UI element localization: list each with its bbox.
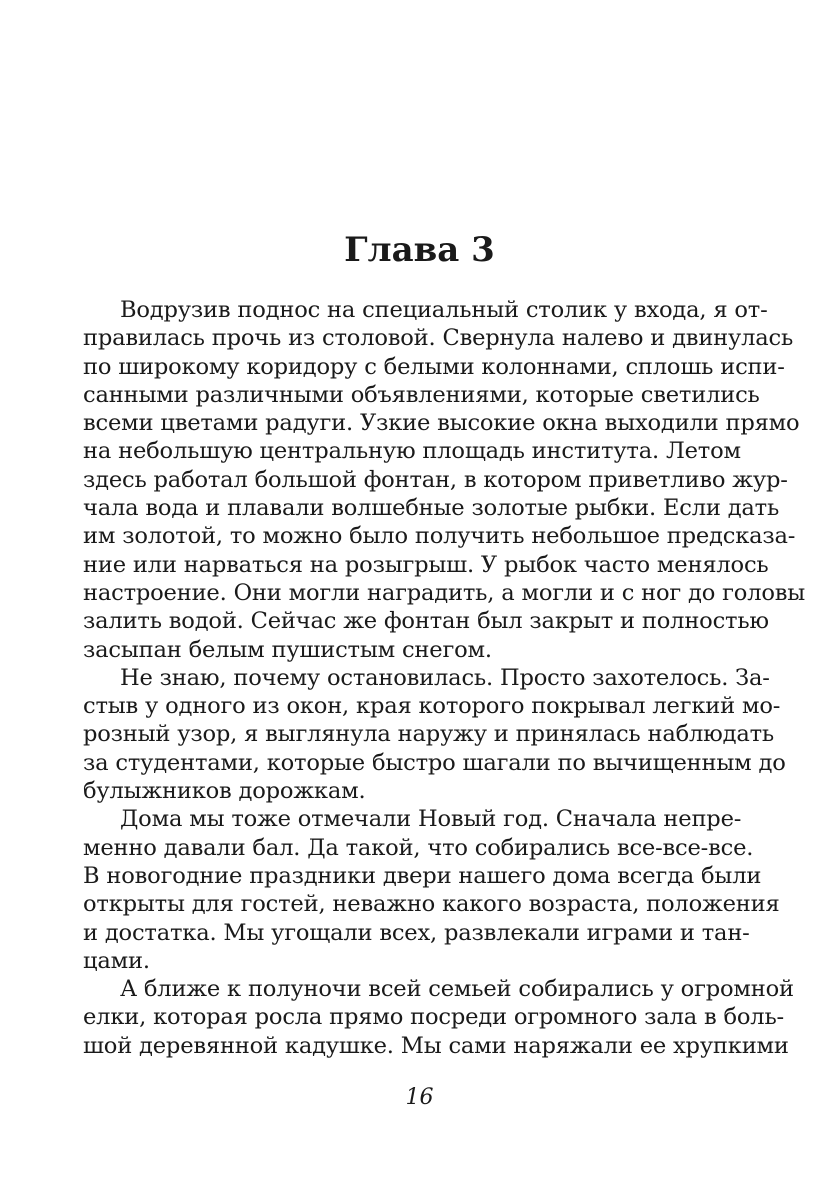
text-line: булыжников дорожкам. [83,778,366,805]
text-line: ние или нарваться на розыгрыш. У рыбок часто менялось [83,551,769,578]
text-line: А ближе к полуночи всей семьей собирались у огромной [120,976,794,1003]
text-line: настроение. Они могли наградить, а могли и с ног до головы [83,579,806,606]
text-line: Водрузив поднос на специальный столик у входа, я от- [120,297,768,323]
text-line: шой деревянной кадушке. Мы сами наряжали ее хрупкими [83,1032,789,1059]
text-line: правилась прочь из столовой. Свернула налево и двинулась [83,325,794,352]
text-line: по широкому коридору с белыми колоннами, сплошь испи- [83,353,785,380]
text-line: менно давали бал. Да такой, что собирались все-все-все. [83,834,754,861]
text-line: залить водой. Сейчас же фонтан был закрыт и полностью [83,608,769,635]
text-line: открыты для гостей, неважно какого возраста, положения [83,891,780,918]
text-line: и достатка. Мы угощали всех, развлекали играми и тан- [83,919,750,946]
paragraph [83,296,806,664]
page-number: 16 [405,1085,434,1110]
text-line: цами. [83,947,150,974]
text-line: розный узор, я выглянула наружу и принялась наблюдать [83,721,775,748]
text-line: Дома мы тоже отмечали Новый год. Сначала непре- [120,806,742,833]
paragraph [83,975,794,1060]
text-line: елки, которая росла прямо посреди огромного зала в боль- [83,1004,784,1031]
text-line: стыв у одного из окон, края которого покрывал легкий мо- [83,693,781,720]
paragraph [83,664,786,805]
text-line: В новогодние праздники двери нашего дома всегда были [83,862,762,889]
paragraph [83,805,780,975]
text-line: здесь работал большой фонтан, в котором приветливо жур- [83,466,788,493]
body-text [83,296,806,1060]
text-line: за студентами, которые быстро шагали по вычищенным до [83,749,786,776]
text-line: Не знаю, почему остановилась. Просто захотелось. За- [120,664,770,691]
chapter-title: Глава 3 [344,230,495,270]
text-line: всеми цветами радуги. Узкие высокие окна выходили прямо [83,410,800,437]
text-line: на небольшую центральную площадь института. Летом [83,438,741,465]
text-line: засыпан белым пушистым снегом. [83,636,492,663]
text-line: им золотой, то можно было получить небольшое предсказа- [83,523,796,550]
text-line: санными различными объявлениями, которые светились [83,381,760,408]
text-line: чала вода и плавали волшебные золотые рыбки. Если дать [83,495,780,522]
